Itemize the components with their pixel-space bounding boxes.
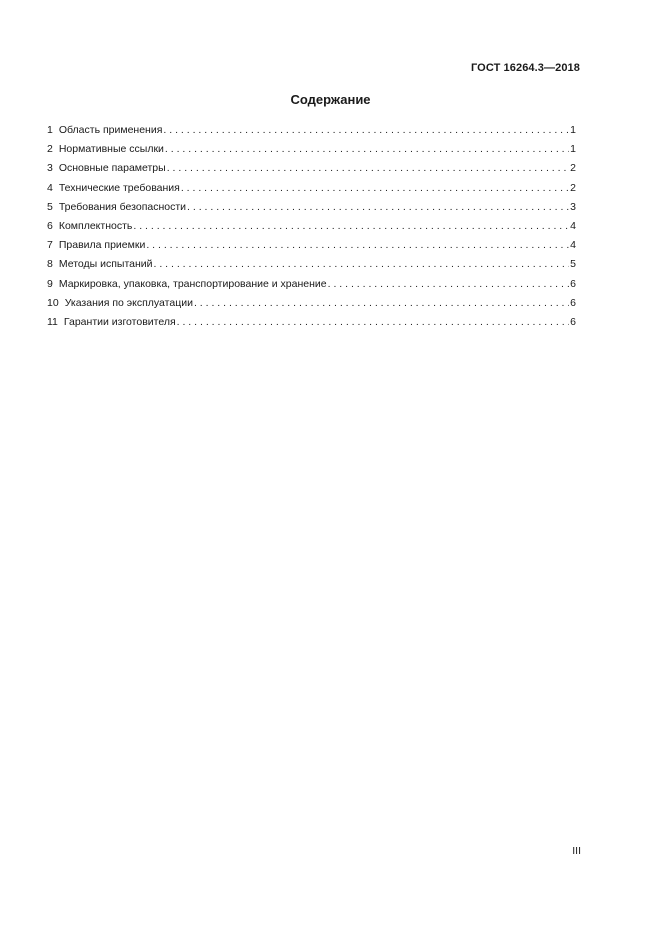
toc-entry-title: Методы испытаний xyxy=(58,258,153,271)
toc-dot-leader xyxy=(328,275,570,294)
toc-entry-title: Комплектность xyxy=(58,219,133,232)
toc-dot-leader xyxy=(177,313,570,332)
toc-entry-title: Требования безопасности xyxy=(58,200,187,213)
toc-entry-number: 5 xyxy=(47,200,53,213)
toc-entry-title: Область применения xyxy=(58,124,163,136)
toc-entry-number: 7 xyxy=(47,239,53,252)
toc-entry-page: 5 xyxy=(570,258,576,271)
toc-entry-title: Правила приемки xyxy=(58,239,146,252)
toc-entry-title: Указания по эксплуатации xyxy=(64,296,193,309)
toc-entry-title: Маркировка, упаковка, транспортирование и хранение xyxy=(58,277,327,290)
toc-entry-page: 2 xyxy=(570,162,576,175)
toc-entry-page: 1 xyxy=(570,124,576,136)
toc-entry-number: 3 xyxy=(47,162,53,175)
toc-dot-leader xyxy=(167,159,569,178)
toc-entry-number: 9 xyxy=(47,277,53,290)
table-of-contents xyxy=(47,121,576,332)
toc-entry-page: 1 xyxy=(570,143,576,156)
toc-entry[interactable] xyxy=(47,255,576,274)
toc-entry[interactable] xyxy=(47,159,576,178)
toc-dot-leader xyxy=(146,236,569,255)
toc-entry-title: Гарантии изготовителя xyxy=(63,315,176,328)
toc-entry[interactable] xyxy=(47,294,576,313)
toc-entry-number: 10 xyxy=(47,296,59,309)
toc-entry[interactable] xyxy=(47,217,576,236)
toc-entry-page: 6 xyxy=(570,296,576,309)
toc-entry-title: Технические требования xyxy=(58,181,180,194)
toc-entry-page: 4 xyxy=(570,219,576,232)
toc-entry-page: 6 xyxy=(570,315,576,328)
toc-entry-page: 6 xyxy=(570,277,576,290)
toc-entry-number: 6 xyxy=(47,219,53,232)
toc-dot-leader xyxy=(165,140,569,159)
toc-entry-page: 2 xyxy=(570,181,576,194)
toc-entry-number: 8 xyxy=(47,258,53,271)
page-number: III xyxy=(572,845,581,857)
toc-entry-page: 3 xyxy=(570,200,576,213)
toc-entry[interactable] xyxy=(47,140,576,159)
toc-entry[interactable] xyxy=(47,121,576,140)
toc-entry-number: 11 xyxy=(47,315,58,328)
document-standard-code: ГОСТ 16264.3—2018 xyxy=(470,62,580,74)
toc-dot-leader xyxy=(181,179,569,198)
toc-entry[interactable] xyxy=(47,179,576,198)
toc-dot-leader xyxy=(154,255,570,274)
toc-entry[interactable] xyxy=(47,198,576,217)
toc-entry[interactable] xyxy=(47,313,576,332)
toc-entry-title: Нормативные ссылки xyxy=(58,143,164,156)
toc-entry-title: Основные параметры xyxy=(58,162,166,175)
toc-entry-number: 1 xyxy=(47,124,53,136)
toc-entry[interactable] xyxy=(47,275,576,294)
toc-entry-page: 4 xyxy=(570,239,576,252)
toc-dot-leader xyxy=(187,198,569,217)
toc-dot-leader xyxy=(133,217,569,236)
toc-title: Содержание xyxy=(290,92,371,107)
toc-entry-number: 2 xyxy=(47,143,53,156)
toc-entry-number: 4 xyxy=(47,181,53,194)
toc-dot-leader xyxy=(163,121,569,140)
toc-dot-leader xyxy=(194,294,569,313)
toc-entry[interactable] xyxy=(47,236,576,255)
